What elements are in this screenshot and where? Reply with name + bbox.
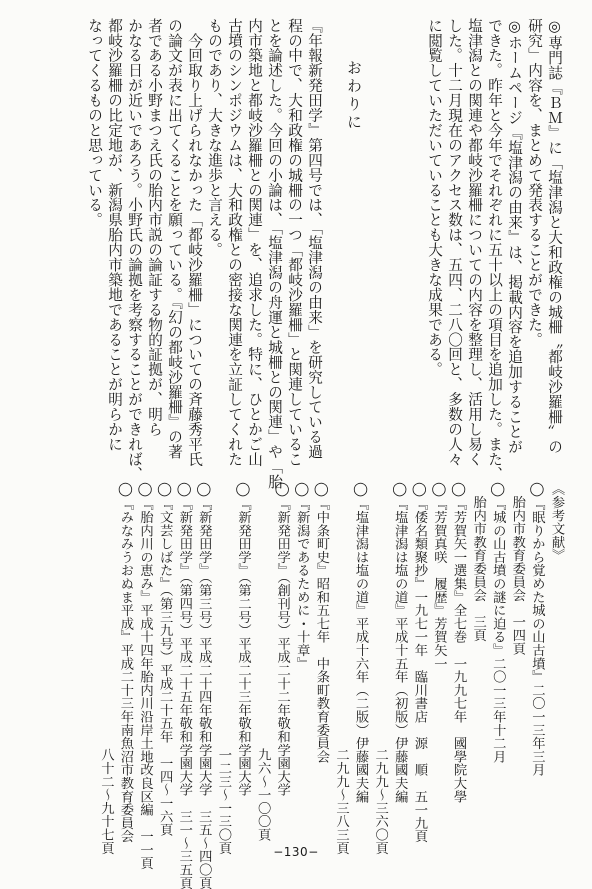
text-line: ◎ホームページ『塩津潟の由来』は、掲載内容を追加することが [506,18,523,454]
closing-column-block [84,18,324,490]
reference-line: ◯『倭名類聚抄』一九七一年 臨川書店 源 順 五一九頁 [411,482,427,843]
reference-line: 二九九～三六〇頁 [372,482,388,855]
reference-line: ◯『城の山古墳の謎に迫る』二〇一三年十二月 [490,482,506,763]
reference-line: 胎内市教育委員会 一四頁 [509,482,525,655]
section-heading-closing: おわりに [345,60,363,132]
text-line: かなる日が近いであろう。小野氏の論拠を考察することができれば、 [126,18,143,482]
text-line: した。十二月現在のアクセス数は、五四、二八〇回と、多数の人々 [446,18,463,467]
reference-line: ◯『塩津潟は塩の道』平成十六年（二版）伊藤國夫編 [353,482,369,803]
text-line: なってくるものと思っている。 [86,18,103,228]
reference-line: 一二三～一三〇頁 [215,482,231,855]
reference-line: ◯『新発田学』（創刊号）平成二十二年敬和学園大学 [274,482,290,797]
text-line: 古墳のシンポジウムは、大和政権との密接な関連を立証してくれた [226,18,243,467]
references-heading: 《参考文献》 [549,482,564,562]
reference-line: ◯『眠りから覚めた城の山古墳』二〇一三年三月 [529,482,545,777]
text-line: 内市築地と都岐沙羅柵との関連」を、追求した。特に、ひとかご山 [246,18,263,467]
reference-line: ◯『新潟であるために・十章』 [294,482,310,670]
text-line: 『年報新発田学』第四号では、「塩津潟の由来」を研究している過 [306,18,323,460]
text-line: 今回取り上げられなかった「都岐沙羅柵」についての斉藤秀平氏 [186,18,203,467]
text-line: 塩津潟との関連や都岐沙羅柵についての内容を整理し、活用し易く [466,18,483,467]
reference-line: ◯『塩津潟は塩の道』平成十五年（初版）伊藤國夫編 [392,482,408,803]
reference-line: 胎内市教育委員会 三頁 [470,482,486,642]
reference-line: 九六～一〇〇頁 [255,482,271,842]
text-line: 程の中で、大和政権の城柵の一つ「都岐沙羅柵」と関連しているこ [286,18,303,467]
reference-line: ◯『みなみうおぬま平成』平成二十三年南魚沼市教育委員会 [117,482,133,843]
text-line: ものであり、大きな進歩と言える。 [206,18,223,258]
text-line: に閲覧していただいていることも大きな成果である。 [426,18,443,377]
text-line: ◎専門誌『ＢＭ』に「塩津潟と大和政権の城柵〝都岐沙羅柵〟の [546,18,563,454]
reference-line: ◯『中条町史』昭和五七年 中条町教育委員会 [313,482,329,763]
reference-line: 二九九～三八三頁 [333,482,349,855]
text-line: とを論述した。今回の小論は、「塩津潟の舟運と城柵との関連」や「胎 [266,18,283,490]
text-line: 研究」内容を、まとめて発表することができた。 [526,18,543,347]
reference-line: ◯『芳賀真咲 履歴』芳賀矢一 [431,482,447,670]
reference-line: ◯『新発田学』（第二号）平成二十三年敬和学園大学 [235,482,251,797]
reference-line: ◯『芳賀矢一選集』全七巻 一九九七年 國學院大學 [451,482,467,803]
reference-line: ◯『文芸しばた』（第三九号）平成二十五年 一四～一六頁 [157,482,173,837]
page-number: −130− [273,845,319,859]
text-line: 都岐沙羅柵の比定地が、新潟県胎内市築地であることが明らかに [106,18,123,452]
reference-line: ◯『新発田学』（第四号）平成二十五年敬和学園大学 三一～三五頁 [176,482,192,889]
reference-line: ◯『胎内川の恵み』平成十四年胎内川沿岸土地改良区編 一一頁 [137,482,153,870]
text-line: 者である小野まつえ氏の胎内市説の論証する物的証拠が、明ら [146,18,163,437]
notes-column-block [424,18,564,482]
reference-line: ◯『新発田学』（第三号）平成二十四年敬和学園大学 三五～四〇頁 [196,482,212,889]
text-line: できた。昨年と今年でそれぞれに五十以上の項目を追加した。また、 [486,18,503,482]
reference-line: 八十二～九十七頁 [98,482,114,855]
text-line: の論文が表に出てくることを願っている。『幻の都岐沙羅柵』の著 [166,18,183,460]
